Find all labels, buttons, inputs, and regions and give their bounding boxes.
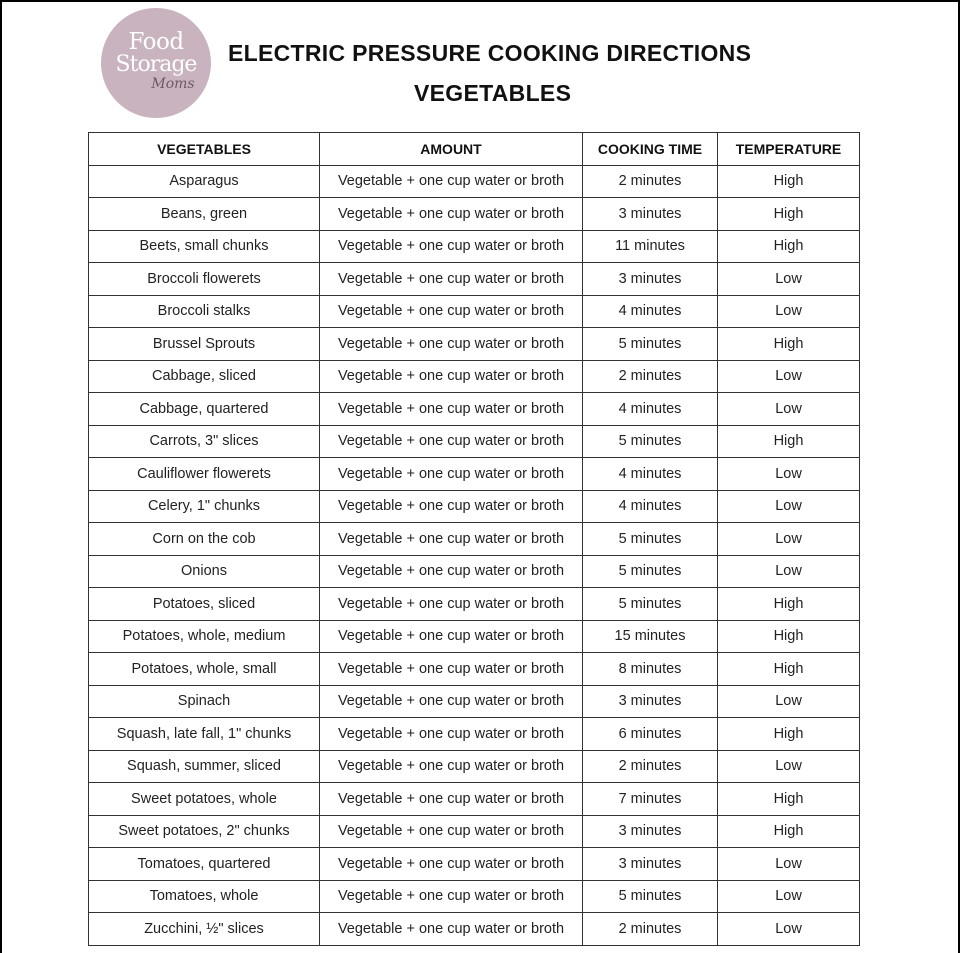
cooking-directions-table [88,132,860,946]
cooking-time-cell: 5 minutes [583,555,718,588]
table-row [89,555,860,588]
amount-cell: Vegetable + one cup water or broth [320,588,583,621]
amount-cell: Vegetable + one cup water or broth [320,620,583,653]
amount-cell: Vegetable + one cup water or broth [320,295,583,328]
amount-cell: Vegetable + one cup water or broth [320,718,583,751]
table-row [89,880,860,913]
table-row [89,913,860,946]
logo-line-3: Moms [151,76,195,92]
amount-cell: Vegetable + one cup water or broth [320,685,583,718]
vegetable-cell: Onions [89,555,320,588]
table-header-row [89,133,860,166]
cooking-time-cell: 5 minutes [583,880,718,913]
logo-line-1: Food [128,29,184,55]
vegetable-cell: Cabbage, quartered [89,393,320,426]
cooking-time-cell: 3 minutes [583,198,718,231]
temperature-cell: High [718,783,860,816]
temperature-cell: High [718,165,860,198]
table-row [89,750,860,783]
vegetable-cell: Squash, late fall, 1" chunks [89,718,320,751]
vegetable-cell: Beets, small chunks [89,230,320,263]
temperature-cell: High [718,588,860,621]
cooking-time-cell: 4 minutes [583,295,718,328]
cooking-time-cell: 4 minutes [583,490,718,523]
cooking-time-cell: 2 minutes [583,165,718,198]
temperature-cell: High [718,328,860,361]
amount-cell: Vegetable + one cup water or broth [320,783,583,816]
table-row [89,783,860,816]
cooking-time-cell: 5 minutes [583,425,718,458]
vegetable-cell: Corn on the cob [89,523,320,556]
table-row [89,393,860,426]
table-row [89,490,860,523]
temperature-cell: High [718,620,860,653]
vegetable-cell: Asparagus [89,165,320,198]
temperature-cell: Low [718,360,860,393]
cooking-time-cell: 15 minutes [583,620,718,653]
document-page [2,2,958,953]
table-row [89,198,860,231]
vegetable-cell: Tomatoes, whole [89,880,320,913]
table-row [89,685,860,718]
temperature-cell: High [718,425,860,458]
amount-cell: Vegetable + one cup water or broth [320,913,583,946]
amount-cell: Vegetable + one cup water or broth [320,393,583,426]
cooking-time-cell: 2 minutes [583,750,718,783]
amount-cell: Vegetable + one cup water or broth [320,815,583,848]
cooking-time-cell: 2 minutes [583,913,718,946]
cooking-time-cell: 2 minutes [583,360,718,393]
table-row [89,425,860,458]
table-row [89,230,860,263]
amount-cell: Vegetable + one cup water or broth [320,555,583,588]
cooking-time-cell: 4 minutes [583,393,718,426]
amount-cell: Vegetable + one cup water or broth [320,653,583,686]
amount-cell: Vegetable + one cup water or broth [320,230,583,263]
table-row [89,588,860,621]
header-amount: AMOUNT [320,133,583,166]
amount-cell: Vegetable + one cup water or broth [320,848,583,881]
temperature-cell: High [718,815,860,848]
temperature-cell: Low [718,263,860,296]
temperature-cell: Low [718,393,860,426]
vegetable-cell: Brussel Sprouts [89,328,320,361]
cooking-time-cell: 5 minutes [583,588,718,621]
amount-cell: Vegetable + one cup water or broth [320,425,583,458]
temperature-cell: High [718,198,860,231]
cooking-time-cell: 5 minutes [583,328,718,361]
amount-cell: Vegetable + one cup water or broth [320,198,583,231]
vegetable-cell: Broccoli stalks [89,295,320,328]
temperature-cell: Low [718,523,860,556]
vegetable-cell: Zucchini, ½" slices [89,913,320,946]
amount-cell: Vegetable + one cup water or broth [320,360,583,393]
document-title: ELECTRIC PRESSURE COOKING DIRECTIONS [228,40,752,66]
temperature-cell: Low [718,848,860,881]
temperature-cell: Low [718,295,860,328]
vegetable-cell: Carrots, 3" slices [89,425,320,458]
table-row [89,360,860,393]
table-row [89,718,860,751]
table-row [89,263,860,296]
amount-cell: Vegetable + one cup water or broth [320,165,583,198]
table-row [89,295,860,328]
temperature-cell: High [718,653,860,686]
table-body [89,165,860,945]
amount-cell: Vegetable + one cup water or broth [320,523,583,556]
cooking-time-cell: 8 minutes [583,653,718,686]
vegetable-cell: Broccoli flowerets [89,263,320,296]
cooking-time-cell: 7 minutes [583,783,718,816]
table-row [89,620,860,653]
vegetable-cell: Potatoes, whole, medium [89,620,320,653]
temperature-cell: Low [718,880,860,913]
amount-cell: Vegetable + one cup water or broth [320,458,583,491]
table-row [89,458,860,491]
cooking-time-cell: 4 minutes [583,458,718,491]
food-storage-moms-logo [101,8,211,118]
cooking-time-cell: 3 minutes [583,685,718,718]
vegetable-cell: Potatoes, whole, small [89,653,320,686]
cooking-time-cell: 3 minutes [583,263,718,296]
amount-cell: Vegetable + one cup water or broth [320,750,583,783]
temperature-cell: Low [718,555,860,588]
vegetable-cell: Beans, green [89,198,320,231]
vegetable-cell: Celery, 1" chunks [89,490,320,523]
vegetable-cell: Sweet potatoes, whole [89,783,320,816]
temperature-cell: Low [718,913,860,946]
vegetable-cell: Cabbage, sliced [89,360,320,393]
temperature-cell: High [718,230,860,263]
cooking-time-cell: 3 minutes [583,848,718,881]
logo-line-2: Storage [115,52,197,77]
vegetable-cell: Sweet potatoes, 2" chunks [89,815,320,848]
header-vegetables: VEGETABLES [89,133,320,166]
temperature-cell: Low [718,490,860,523]
header-cooking-time: COOKING TIME [583,133,718,166]
temperature-cell: Low [718,685,860,718]
table-row [89,328,860,361]
cooking-time-cell: 3 minutes [583,815,718,848]
temperature-cell: High [718,718,860,751]
temperature-cell: Low [718,458,860,491]
document-subtitle: VEGETABLES [414,80,572,106]
cooking-time-cell: 11 minutes [583,230,718,263]
temperature-cell: Low [718,750,860,783]
vegetable-cell: Squash, summer, sliced [89,750,320,783]
vegetable-cell: Spinach [89,685,320,718]
table-row [89,165,860,198]
table-row [89,653,860,686]
table-row [89,815,860,848]
amount-cell: Vegetable + one cup water or broth [320,263,583,296]
cooking-time-cell: 5 minutes [583,523,718,556]
vegetable-cell: Potatoes, sliced [89,588,320,621]
vegetable-cell: Cauliflower flowerets [89,458,320,491]
header-temperature: TEMPERATURE [718,133,860,166]
cooking-time-cell: 6 minutes [583,718,718,751]
amount-cell: Vegetable + one cup water or broth [320,490,583,523]
amount-cell: Vegetable + one cup water or broth [320,328,583,361]
amount-cell: Vegetable + one cup water or broth [320,880,583,913]
table-row [89,848,860,881]
table-row [89,523,860,556]
vegetable-cell: Tomatoes, quartered [89,848,320,881]
